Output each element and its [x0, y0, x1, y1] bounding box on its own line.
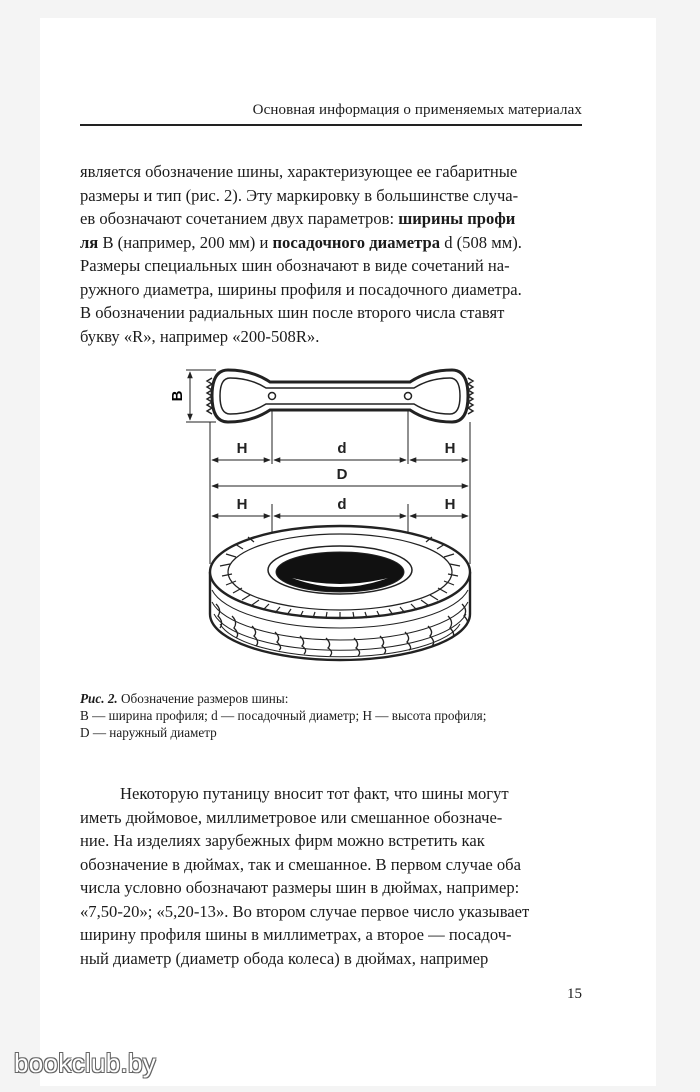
text-line: размеры и тип (рис. 2). Эту маркировку в большинстве случа- [80, 185, 519, 205]
text-line: Размеры специальных шин обозначают в виде сочетаний на- [80, 256, 510, 275]
text-line: является обозначение шины, характеризующее ее габаритные [80, 162, 518, 181]
label-h-right-bottom: H [444, 496, 456, 513]
text-line: ние. На изделиях зарубежных фирм можно встретить как [80, 831, 485, 850]
figure-caption [80, 690, 582, 741]
caption-label: Рис. 2. [80, 691, 118, 706]
tire-cross-section [207, 370, 473, 422]
caption-line: D — наружный диаметр [80, 725, 217, 740]
text-line: В обозначении радиальных шин после второго числа ставят [80, 303, 505, 322]
label-d-bottom: d [337, 496, 347, 513]
label-h-left-top: H [236, 440, 248, 457]
tire-diagram [160, 364, 500, 684]
text-line: ев обозначают сочетанием двух параметров: ширины профи [80, 209, 516, 228]
running-head: Основная информация о применяемых материалах [252, 102, 582, 118]
text-line: иметь дюймовое, миллиметровое или смешанное обозначе- [80, 807, 503, 827]
label-h-right-top: H [444, 440, 456, 457]
caption-line: B — ширина профиля; d — посадочный диаметр; H — высота профиля; [80, 708, 487, 723]
text-line: Некоторую путаницу вносит тот факт, что шины могут [120, 784, 509, 803]
label-d-top: d [337, 440, 347, 457]
term-bold: ширины профи [398, 209, 516, 228]
label-h-left-bottom: H [236, 496, 248, 513]
page-number: 15 [567, 986, 582, 1002]
paragraph-1 [80, 160, 582, 348]
text-line: букву «R», например «200-508R». [80, 326, 320, 346]
text-line: ширину профиля шины в миллиметрах, а второе — посадоч- [80, 925, 512, 944]
term-bold: ля [80, 232, 99, 252]
text-line: ный диаметр (диаметр обода колеса) в дюймах, например [80, 948, 489, 968]
watermark: bookclub.by [14, 1048, 157, 1078]
text-line: «7,50-20»; «5,20-13». Во втором случае первое число указывает [80, 901, 530, 921]
paragraph-2 [80, 782, 582, 970]
label-b: B [169, 390, 186, 402]
header-rule [80, 124, 582, 126]
tire-dimensions-figure [160, 364, 500, 684]
text-line: ля B (например, 200 мм) и посадочного диаметра d (508 мм). [80, 232, 522, 252]
term-bold: посадочного диаметра [272, 232, 441, 252]
text-line: обозначение в дюймах, так и смешанное. В первом случае оба [80, 854, 521, 874]
label-d-outer: D [336, 466, 348, 483]
text-line: ружного диаметра, ширины профиля и посадочного диаметра. [80, 279, 522, 299]
caption-title: Обозначение размеров шины: [117, 691, 289, 706]
text-line: числа условно обозначают размеры шин в дюймах, например: [80, 878, 520, 897]
tire-3d-view [210, 526, 470, 660]
